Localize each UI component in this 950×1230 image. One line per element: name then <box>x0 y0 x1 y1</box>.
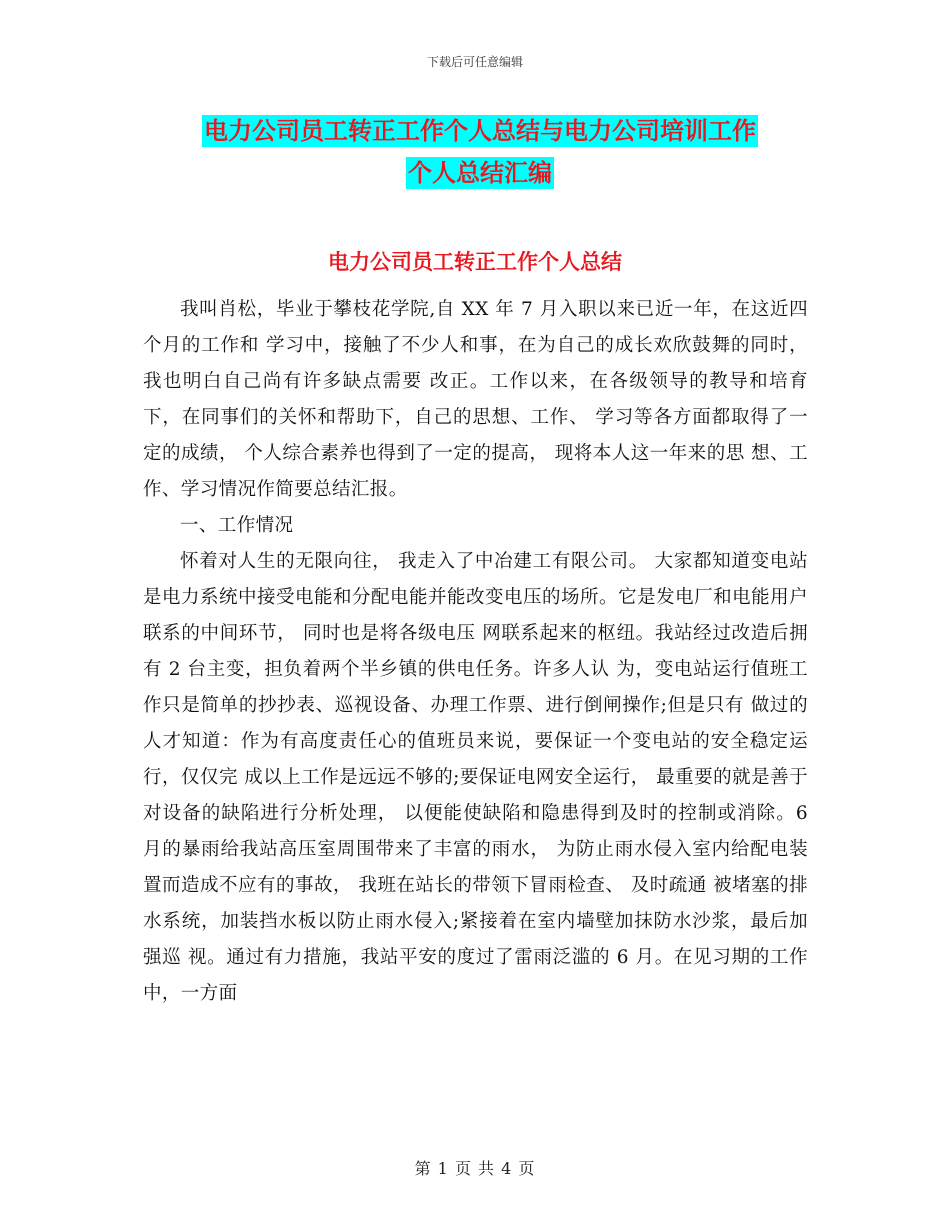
title-line-1: 电力公司员工转正工作个人总结与电力公司培训工作 <box>204 117 756 145</box>
body-text <box>143 292 808 1012</box>
header-note: 下载后可任意编辑 <box>426 55 523 69</box>
paragraph: 怀着对人生的无限向往， 我走入了中冶建工有限公司。 大家都知道变电站是电力系统中接受电能和分配电能并能改变电压的场所。它是发电厂和电能用户联系的中间环节， 同时也是将各级电压 网联系起来的枢纽。我站经过改造后拥有 2 台主变，担负着两个半乡镇的供电任务。许多人认 为，变电站运行值班工作只是简单的抄抄表、巡视设备、办理工作票、进行倒闸操作;但是只有 做过的人才知道：作为有高度责任心的值班员来说，要保证一个变电站的安全稳定运行，仅仅完 成以上工作是远远不够的;要保证电网安全运行， 最重要的就是善于对设备的缺陷进行分析处理， 以便能使缺陷和隐患得到及时的控制或消除。6 月的暴雨给我站高压室周围带来了丰富的雨水， 为防止雨水侵入室内给配电装置而造成不应有的事故， 我班在站长的带领下冒雨检查、 及时疏通 被堵塞的排水系统，加装挡水板以防止雨水侵入;紧接着在室内墙壁加抹防水沙浆，最后加强巡 视。通过有力措施，我站平安的度过了雷雨泛滥的 6 月。在见习期的工作中，一方面 <box>143 551 808 1004</box>
paragraph-heading: 一、工作情况 <box>180 515 294 536</box>
section-title: 电力公司员工转正工作个人总结 <box>328 250 622 274</box>
page-number-footer: 第 1 页 共 4 页 <box>414 1159 536 1178</box>
document-title <box>140 110 820 194</box>
paragraph: 我叫肖松，毕业于攀枝花学院,自 XX 年 7 月入职以来已近一年，在这近四个月的工作和 学习中，接触了不少人和事，在为自己的成长欢欣鼓舞的同时，我也明白自己尚有许多缺点需要 改正。工作以来，在各级领导的教导和培育下，在同事们的关怀和帮助下，自己的思想、工作、 学习等各方面都取得了一定的成绩， 个人综合素养也得到了一定的提高， 现将本人这一年来的思 想、工作、学习情况作简要总结汇报。 <box>143 299 808 500</box>
title-line-2: 个人总结汇编 <box>408 159 552 187</box>
